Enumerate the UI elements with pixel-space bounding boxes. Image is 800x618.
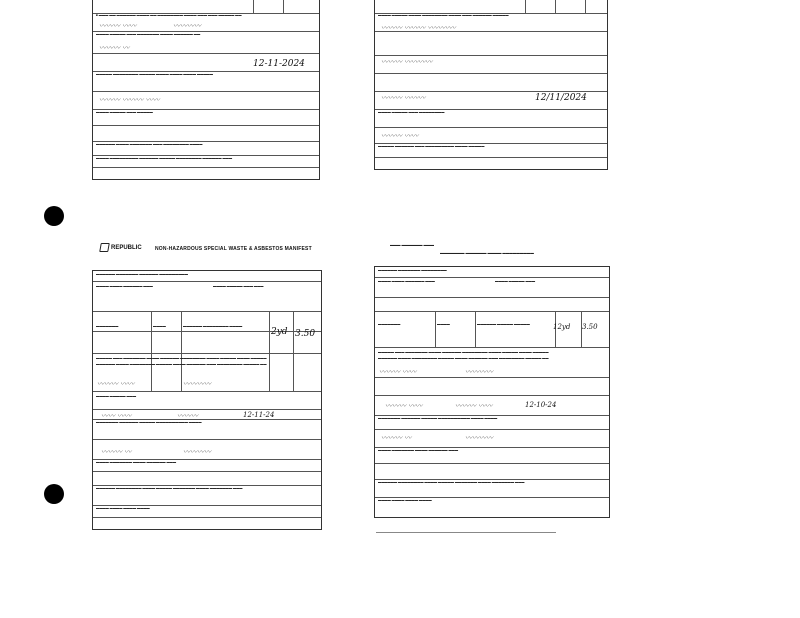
quantity-value: 2yd xyxy=(271,327,288,337)
form-row xyxy=(375,463,609,464)
form-bottom-right xyxy=(374,266,610,518)
form-top-left xyxy=(92,0,320,180)
form-row xyxy=(93,125,319,126)
signature: 〰〰〰 〰〰 xyxy=(379,368,417,376)
signature: 〰〰〰 〰 xyxy=(99,44,130,52)
form-row xyxy=(375,377,609,378)
brand-name: REPUBLIC xyxy=(111,244,142,251)
signature: 〰〰 〰〰 xyxy=(101,412,132,420)
form-bottom-left xyxy=(92,270,322,530)
form-cell xyxy=(475,311,476,347)
form-row xyxy=(93,439,321,440)
form-fine-print: ▬▬▬▬▬ ▬▬▬ ▬▬▬▬▬▬▬ ▬▬▬▬ ▬▬▬▬▬▬ ▬▬▬▬▬▬▬▬ ▬▬▬▬ ▬▬▬▬▬ ▬▬▬▬ ▬▬▬▬▬ xyxy=(378,350,549,354)
form-fine-print: ▬▬▬▬ ▬▬▬▬▬ ▬▬▬ ▬▬▬▬▬▬▬▬ xyxy=(378,110,445,114)
form-row xyxy=(93,353,321,354)
weight-value: 3.50 xyxy=(582,323,598,331)
form-fine-print: ▬▬▬▬ ▬▬▬▬ ▬▬▬▬▬▬ ▬▬▬ xyxy=(378,279,435,283)
form-row xyxy=(375,311,609,312)
form-fine-print: ▬▬▬▬ ▬▬▬▬▬▬▬ ▬▬▬▬ ▬▬▬▬▬▬ ▬▬▬ xyxy=(96,460,177,464)
form-row xyxy=(375,429,609,430)
signature-date: 12/11/2024 xyxy=(535,93,587,103)
form-cell xyxy=(269,311,270,391)
signature: 〰〰〰〰 xyxy=(173,22,201,30)
form-fine-print: ▬▬▬▬▬▬▬ xyxy=(96,324,119,328)
form-fine-print: ▬▬▬▬▬▬ ▬▬▬▬ ▬▬▬▬▬▬▬▬ ▬▬▬▬▬ ▬▬▬▬ ▬▬▬▬▬▬ ▬▬▬ ▬▬▬▬▬▬▬▬ ▬▬▬▬▬ ▬▬ xyxy=(378,356,549,360)
form-row xyxy=(375,347,609,348)
form-fine-print: ▬▬▬▬ ▬▬▬▬▬▬▬ ▬▬▬▬ ▬▬▬▬▬▬ ▬▬▬ xyxy=(378,448,459,452)
form-fine-print: ▬▬▬▬▬ ▬▬▬ ▬▬▬▬▬▬▬ ▬▬▬▬ ▬▬▬▬▬▬ ▬▬▬▬▬▬▬▬ ▬▬▬▬ ▬▬▬▬▬ ▬▬▬▬ ▬▬▬▬▬ xyxy=(96,356,267,360)
signature-date: 12-11-24 xyxy=(243,411,275,419)
form-row xyxy=(93,409,321,410)
form-top-right xyxy=(374,0,608,170)
form-fine-print: ▬▬▬▬▬▬▬ ▬▬▬▬▬▬ ▬▬▬▬▬ ▬▬▬▬▬▬▬▬▬▬ ▬▬▬▬ xyxy=(96,420,202,424)
form-fine-print: ▬▬▬▬ ▬▬▬▬▬ ▬▬▬ ▬▬▬▬▬ xyxy=(96,110,153,114)
form-row xyxy=(375,157,607,158)
signature: 〰〰〰 〰〰〰 〰〰 xyxy=(99,96,160,104)
brand-logo xyxy=(100,243,142,252)
form-fine-print: ▬▬▬▬ ▬▬▬▬ ▬▬▬▬▬▬ ▬▬▬ xyxy=(96,284,153,288)
form-fine-print: ▬▬▬▬▬▬ ▬▬▬▬ ▬▬▬▬▬▬▬▬ ▬▬▬▬▬ ▬▬▬▬ ▬▬▬▬▬▬ ▬▬▬ ▬▬▬▬▬▬▬▬ ▬▬▬▬▬ ▬▬ xyxy=(96,362,267,366)
signature-date: 12-11-2024 xyxy=(253,59,305,69)
form-row xyxy=(375,395,609,396)
form-row xyxy=(93,281,321,282)
punch-hole xyxy=(44,484,64,504)
form-fine-print: ▬▬▬▬ ▬▬▬▬▬ ▬▬▬▬ ▬▬▬▬▬▬▬▬ ▬▬▬▬ ▬▬▬ ▬▬▬▬▬▬ ▬▬▬▬▬ xyxy=(378,13,509,17)
signature: 〰〰〰 〰〰 xyxy=(99,22,137,30)
form-fine-print: ▬▬▬▬▬▬ ▬▬▬▬▬▬▬▬ ▬▬▬▬ ▬▬▬▬▬ ▬▬▬▬▬▬▬ ▬▬▬▬ ▬▬▬▬▬▬▬ ▬▬▬ xyxy=(96,486,243,490)
form-fine-print: ▬▬▬▬▬▬ ▬▬▬▬▬▬▬ ▬▬▬▬▬▬ ▬▬▬▬▬▬▬▬▬ xyxy=(96,272,188,276)
form-fine-print: ▬▬▬▬ ▬▬▬▬▬ ▬▬▬ ▬▬▬▬▬▬▬ ▬▬▬▬ ▬▬▬▬▬▬ ▬▬ xyxy=(96,32,201,36)
form-cell xyxy=(435,311,436,347)
form-cell xyxy=(151,311,152,391)
form-title: NON-HAZARDOUS SPECIAL WASTE & ASBESTOS MANIFEST xyxy=(155,246,312,252)
form-row xyxy=(93,311,321,312)
form-cell xyxy=(293,311,294,391)
signature: 〰〰〰〰 xyxy=(465,434,493,442)
scan-artifact xyxy=(376,532,556,533)
form-fine-print: ▬▬▬▬▬▬ ▬▬▬▬▬▬▬ ▬▬▬▬▬▬▬▬ xyxy=(378,268,447,272)
form-row xyxy=(375,297,609,298)
signature: 〰〰〰 〰 xyxy=(101,448,132,456)
signature: 〰〰〰〰 xyxy=(183,448,211,456)
form-fine-print: ▬▬▬▬▬ ▬▬▬▬▬▬ ▬▬▬ ▬▬▬▬▬▬▬▬▬ ▬▬▬▬ ▬▬▬▬▬ xyxy=(378,144,485,148)
form-cell xyxy=(253,0,254,13)
punch-hole xyxy=(44,206,64,226)
signature: 〰〰〰 〰 xyxy=(381,434,412,442)
form-row xyxy=(93,91,319,92)
form-cell xyxy=(181,311,182,391)
form-fine-print: ▬▬▬▬ ▬▬▬▬▬ ▬▬▬ ▬▬▬ xyxy=(213,284,264,288)
form-fine-print: ▬▬▬▬▬▬▬ ▬▬▬▬▬▬ ▬▬▬▬▬ ▬▬▬▬▬▬▬▬▬▬ ▬▬▬▬ ▬▬▬▬ xyxy=(378,416,498,420)
form-row xyxy=(93,471,321,472)
form-fine-print: ▬▬▬▬ ▬▬▬▬ ▬▬▬▬ ▬▬▬▬ xyxy=(96,506,150,510)
form-row xyxy=(93,167,319,168)
form-fine-print: ▬▬▬▬ ▬▬▬▬▬ ▬▬▬ xyxy=(495,279,536,283)
form-row xyxy=(375,277,609,278)
form-row xyxy=(375,127,607,128)
form-row xyxy=(375,73,607,74)
form-fine-print: ▬▬▬▬ xyxy=(437,322,450,326)
signature: 〰〰〰 〰〰〰〰 xyxy=(381,58,433,66)
form-fine-print: ▬▬▬▬ xyxy=(153,324,166,328)
form-cell xyxy=(525,0,526,13)
signature: 〰〰〰〰 xyxy=(465,368,493,376)
form-header-fine-print: ▬▬▬▬▬▬▬ ▬▬▬▬▬▬ ▬▬▬▬ ▬▬▬▬▬▬▬▬▬ xyxy=(440,251,534,255)
form-fine-print: ■ ▬▬▬ ▬▬ ▬▬▬▬▬▬ ▬▬▬▬ ▬▬ ▬▬▬▬▬▬▬▬ ▬▬▬▬ ▬▬▬ ▬▬▬ ▬▬▬▬▬ ▬▬ xyxy=(96,13,242,17)
form-fine-print: ▬▬▬▬▬▬ ▬▬▬▬▬▬▬▬ ▬▬▬▬ ▬▬▬▬▬ ▬▬▬▬▬▬▬ ▬▬▬▬ ▬▬▬▬▬▬▬ ▬▬▬ xyxy=(378,480,525,484)
weight-value: 3.50 xyxy=(295,329,316,339)
form-cell xyxy=(585,0,586,13)
signature: 〰〰〰 〰〰〰 〰〰〰〰 xyxy=(381,24,456,32)
form-fine-print: ▬▬▬▬▬▬ ▬▬▬▬ ▬▬▬▬▬▬▬ ▬▬▬ ▬▬▬▬▬▬▬▬ ▬▬▬▬ xyxy=(96,142,203,146)
form-row xyxy=(375,55,607,56)
signature: 〰〰〰 〰〰 xyxy=(455,402,493,410)
signature: 〰〰〰 xyxy=(177,412,198,420)
signature: 〰〰〰 〰〰 xyxy=(385,402,423,410)
form-row xyxy=(93,517,321,518)
form-row xyxy=(93,53,319,54)
signature: 〰〰〰 〰〰〰 xyxy=(381,94,426,102)
brand-logo-icon xyxy=(99,243,110,252)
form-header-fine-print: ▬▬▬ ▬▬▬▬▬▬ ▬▬▬ xyxy=(390,243,434,247)
form-fine-print: ▬▬▬▬▬▬ ▬▬▬▬▬ ▬▬▬▬▬ xyxy=(477,322,530,326)
signature: 〰〰〰 〰〰 xyxy=(97,380,135,388)
form-row xyxy=(375,91,607,92)
form-fine-print: ▬▬▬▬▬ ▬▬▬▬▬▬▬▬ ▬▬▬▬▬ ▬▬▬▬ ▬▬▬▬ ▬▬▬▬ ▬▬▬▬▬ xyxy=(96,72,213,76)
signature: 〰〰〰 〰〰 xyxy=(381,132,419,140)
form-fine-print: ▬▬▬▬▬▬▬ xyxy=(378,322,401,326)
form-cell xyxy=(555,0,556,13)
form-fine-print: ▬▬▬▬ ▬▬▬▬▬ ▬▬▬ xyxy=(96,394,137,398)
form-fine-print: ▬▬▬▬ ▬▬▬▬▬▬▬▬▬ ▬▬▬▬▬▬ ▬▬▬▬▬ ▬▬▬▬▬▬▬▬ ▬▬▬▬▬▬ ▬▬▬ xyxy=(96,156,233,160)
form-row xyxy=(93,391,321,392)
form-fine-print: ▬▬▬▬▬▬ ▬▬▬▬▬▬▬▬ ▬▬▬▬ xyxy=(183,324,243,328)
form-cell xyxy=(283,0,284,13)
signature: 〰〰〰〰 xyxy=(183,380,211,388)
form-fine-print: ▬▬▬▬ ▬▬▬▬ ▬▬▬▬ ▬▬▬▬ xyxy=(378,498,432,502)
quantity-value: 12yd xyxy=(553,323,571,331)
signature-date: 12-10-24 xyxy=(525,401,557,409)
